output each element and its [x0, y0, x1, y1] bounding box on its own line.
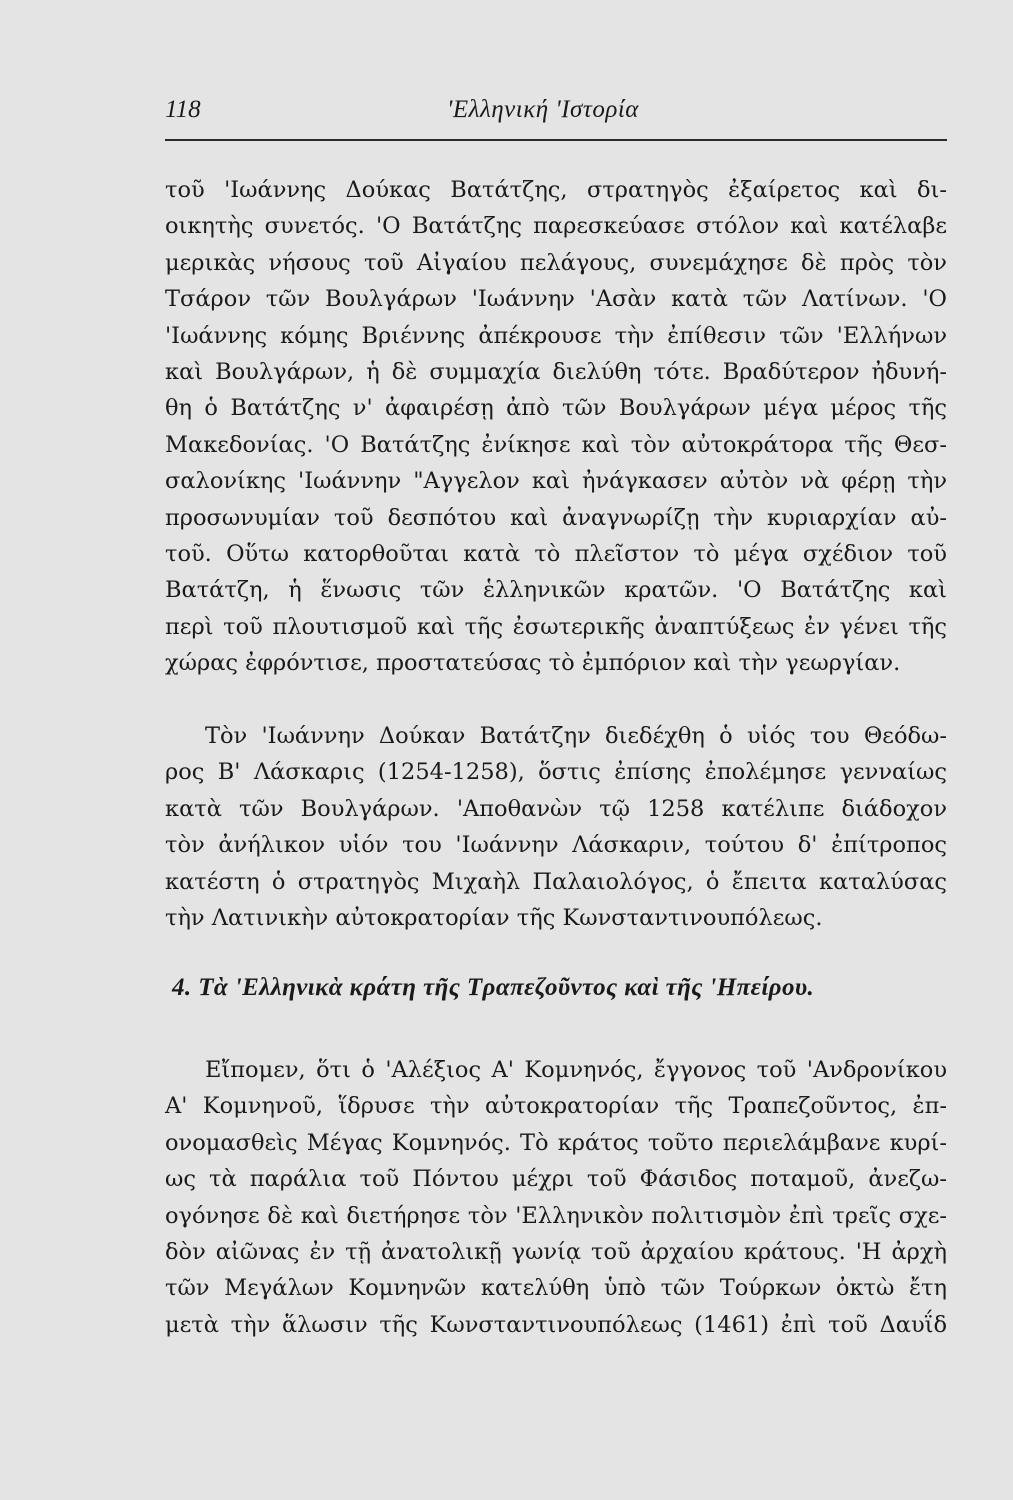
text-line: ως τὰ παράλια τοῦ Πόντου μέχρι τοῦ Φάσιδος ποταμοῦ, ἀνεζω- [165, 1166, 947, 1193]
text-line: 'Ιωάννης κόμης Βριέννης ἀπέκρουσε τὴν ἐπίθεσιν τῶν 'Ελλήνων [165, 322, 947, 349]
text-line: τοῦ. Οὕτω κατορθοῦται κατὰ τὸ πλεῖστον τὸ μέγα σχέδιον τοῦ [165, 540, 947, 567]
running-title: 'Ελληνική 'Ιστορία [447, 96, 639, 123]
text-line: θη ὁ Βατάτζης ν' ἀφαιρέσῃ ἀπὸ τῶν Βουλγάρων μέγα μέρος τῆς [165, 395, 947, 422]
text-line: κατέστη ὁ στρατηγὸς Μιχαὴλ Παλαιολόγος, ὁ ἔπειτα καταλύσας [165, 868, 947, 895]
text-line: τὸν ἀνήλικον υἱόν του 'Ιωάννην Λάσκαριν, τούτου δ' ἐπίτροπος [165, 832, 947, 859]
text-line: σαλονίκης 'Ιωάννην "Αγγελον καὶ ἠνάγκασεν αὐτὸν νὰ φέρῃ τὴν [165, 468, 947, 495]
text-line: Εἴπομεν, ὅτι ὁ 'Αλέξιος Α' Κομνηνός, ἔγγονος τοῦ 'Ανδρονίκου [205, 1057, 947, 1083]
page-number: 118 [165, 96, 201, 123]
text-line: Βατάτζη, ἡ ἕνωσις τῶν ἑλληνικῶν κρατῶν. 'Ο Βατάτζης καὶ [165, 577, 947, 604]
paragraph-1 [165, 172, 947, 681]
text-line: προσωνυμίαν τοῦ δεσπότου καὶ ἀναγνωρίζῃ τὴν κυριαρχίαν αὐ- [165, 504, 947, 531]
text-line: τοῦ 'Ιωάννης Δούκας Βατάτζης, στρατηγὸς ἐξαίρετος καὶ δι- [165, 177, 947, 203]
text-line: Α' Κομνηνοῦ, ἵδρυσε τὴν αὐτοκρατορίαν τῆς Τραπεζοῦντος, ἐπ- [165, 1093, 947, 1120]
text-line: περὶ τοῦ πλουτισμοῦ καὶ τῆς ἐσωτερικῆς ἀναπτύξεως ἐν γένει τῆς [165, 613, 947, 640]
text-line: ρος Β' Λάσκαρις (1254-1258), ὅστις ἐπίσης ἐπολέμησε γενναίως [165, 759, 947, 786]
text-line: κατὰ τῶν Βουλγάρων. 'Αποθανὼν τῷ 1258 κατέλιπε διάδοχον [165, 795, 947, 822]
header-rule [165, 139, 947, 141]
text-line: μερικὰς νήσους τοῦ Αἰγαίου πελάγους, συνεμάχησε δὲ πρὸς τὸν [165, 249, 947, 276]
text-line: μετὰ τὴν ἅλωσιν τῆς Κωνσταντινουπόλεως (1461) ἐπὶ τοῦ Δαυΐδ [165, 1311, 947, 1338]
paragraph-3 [165, 1052, 947, 1343]
page-header [165, 96, 945, 140]
text-line: τῶν Μεγάλων Κομνηνῶν κατελύθη ὑπὸ τῶν Τούρκων ὀκτὼ ἔτη [165, 1275, 947, 1302]
text-line: χώρας ἐφρόντισε, προστατεύσας τὸ ἐμπόριον καὶ τὴν γεωργίαν. [165, 650, 901, 677]
text-line: οικητὴς συνετός. 'Ο Βατάτζης παρεσκεύασε στόλον καὶ κατέλαβε [165, 213, 947, 240]
text-line: τὴν Λατινικὴν αὐτοκρατορίαν τῆς Κωνσταντινουπόλεως. [165, 904, 823, 931]
text-line: δὸν αἰῶνας ἐν τῇ ἀνατολικῇ γωνίᾳ τοῦ ἀρχαίου κράτους. 'Η ἀρχὴ [165, 1238, 947, 1265]
text-line: καὶ Βουλγάρων, ἡ δὲ συμμαχία διελύθη τότε. Βραδύτερον ἠδυνή- [165, 358, 947, 385]
text-line: Τσάρον τῶν Βουλγάρων 'Ιωάννην 'Ασὰν κατὰ τῶν Λατίνων. 'Ο [165, 286, 947, 313]
section-heading: 4. Τὰ 'Ελληνικὰ κράτη τῆς Τραπεζοῦντος καὶ τῆς 'Ηπείρου. [172, 974, 815, 1001]
paragraph-2 [165, 718, 947, 936]
text-line: Μακεδονίας. 'Ο Βατάτζης ἐνίκησε καὶ τὸν αὐτοκράτορα τῆς Θεσ- [165, 431, 947, 458]
text-line: ογόνησε δὲ καὶ διετήρησε τὸν 'Ελληνικὸν πολιτισμὸν ἐπὶ τρεῖς σχε- [165, 1202, 947, 1229]
text-line: Τὸν 'Ιωάννην Δούκαν Βατάτζην διεδέχθη ὁ υἱός του Θεόδω- [205, 723, 947, 749]
text-line: ονομασθεὶς Μέγας Κομνηνός. Τὸ κράτος τοῦτο περιελάμβανε κυρί- [165, 1129, 947, 1156]
